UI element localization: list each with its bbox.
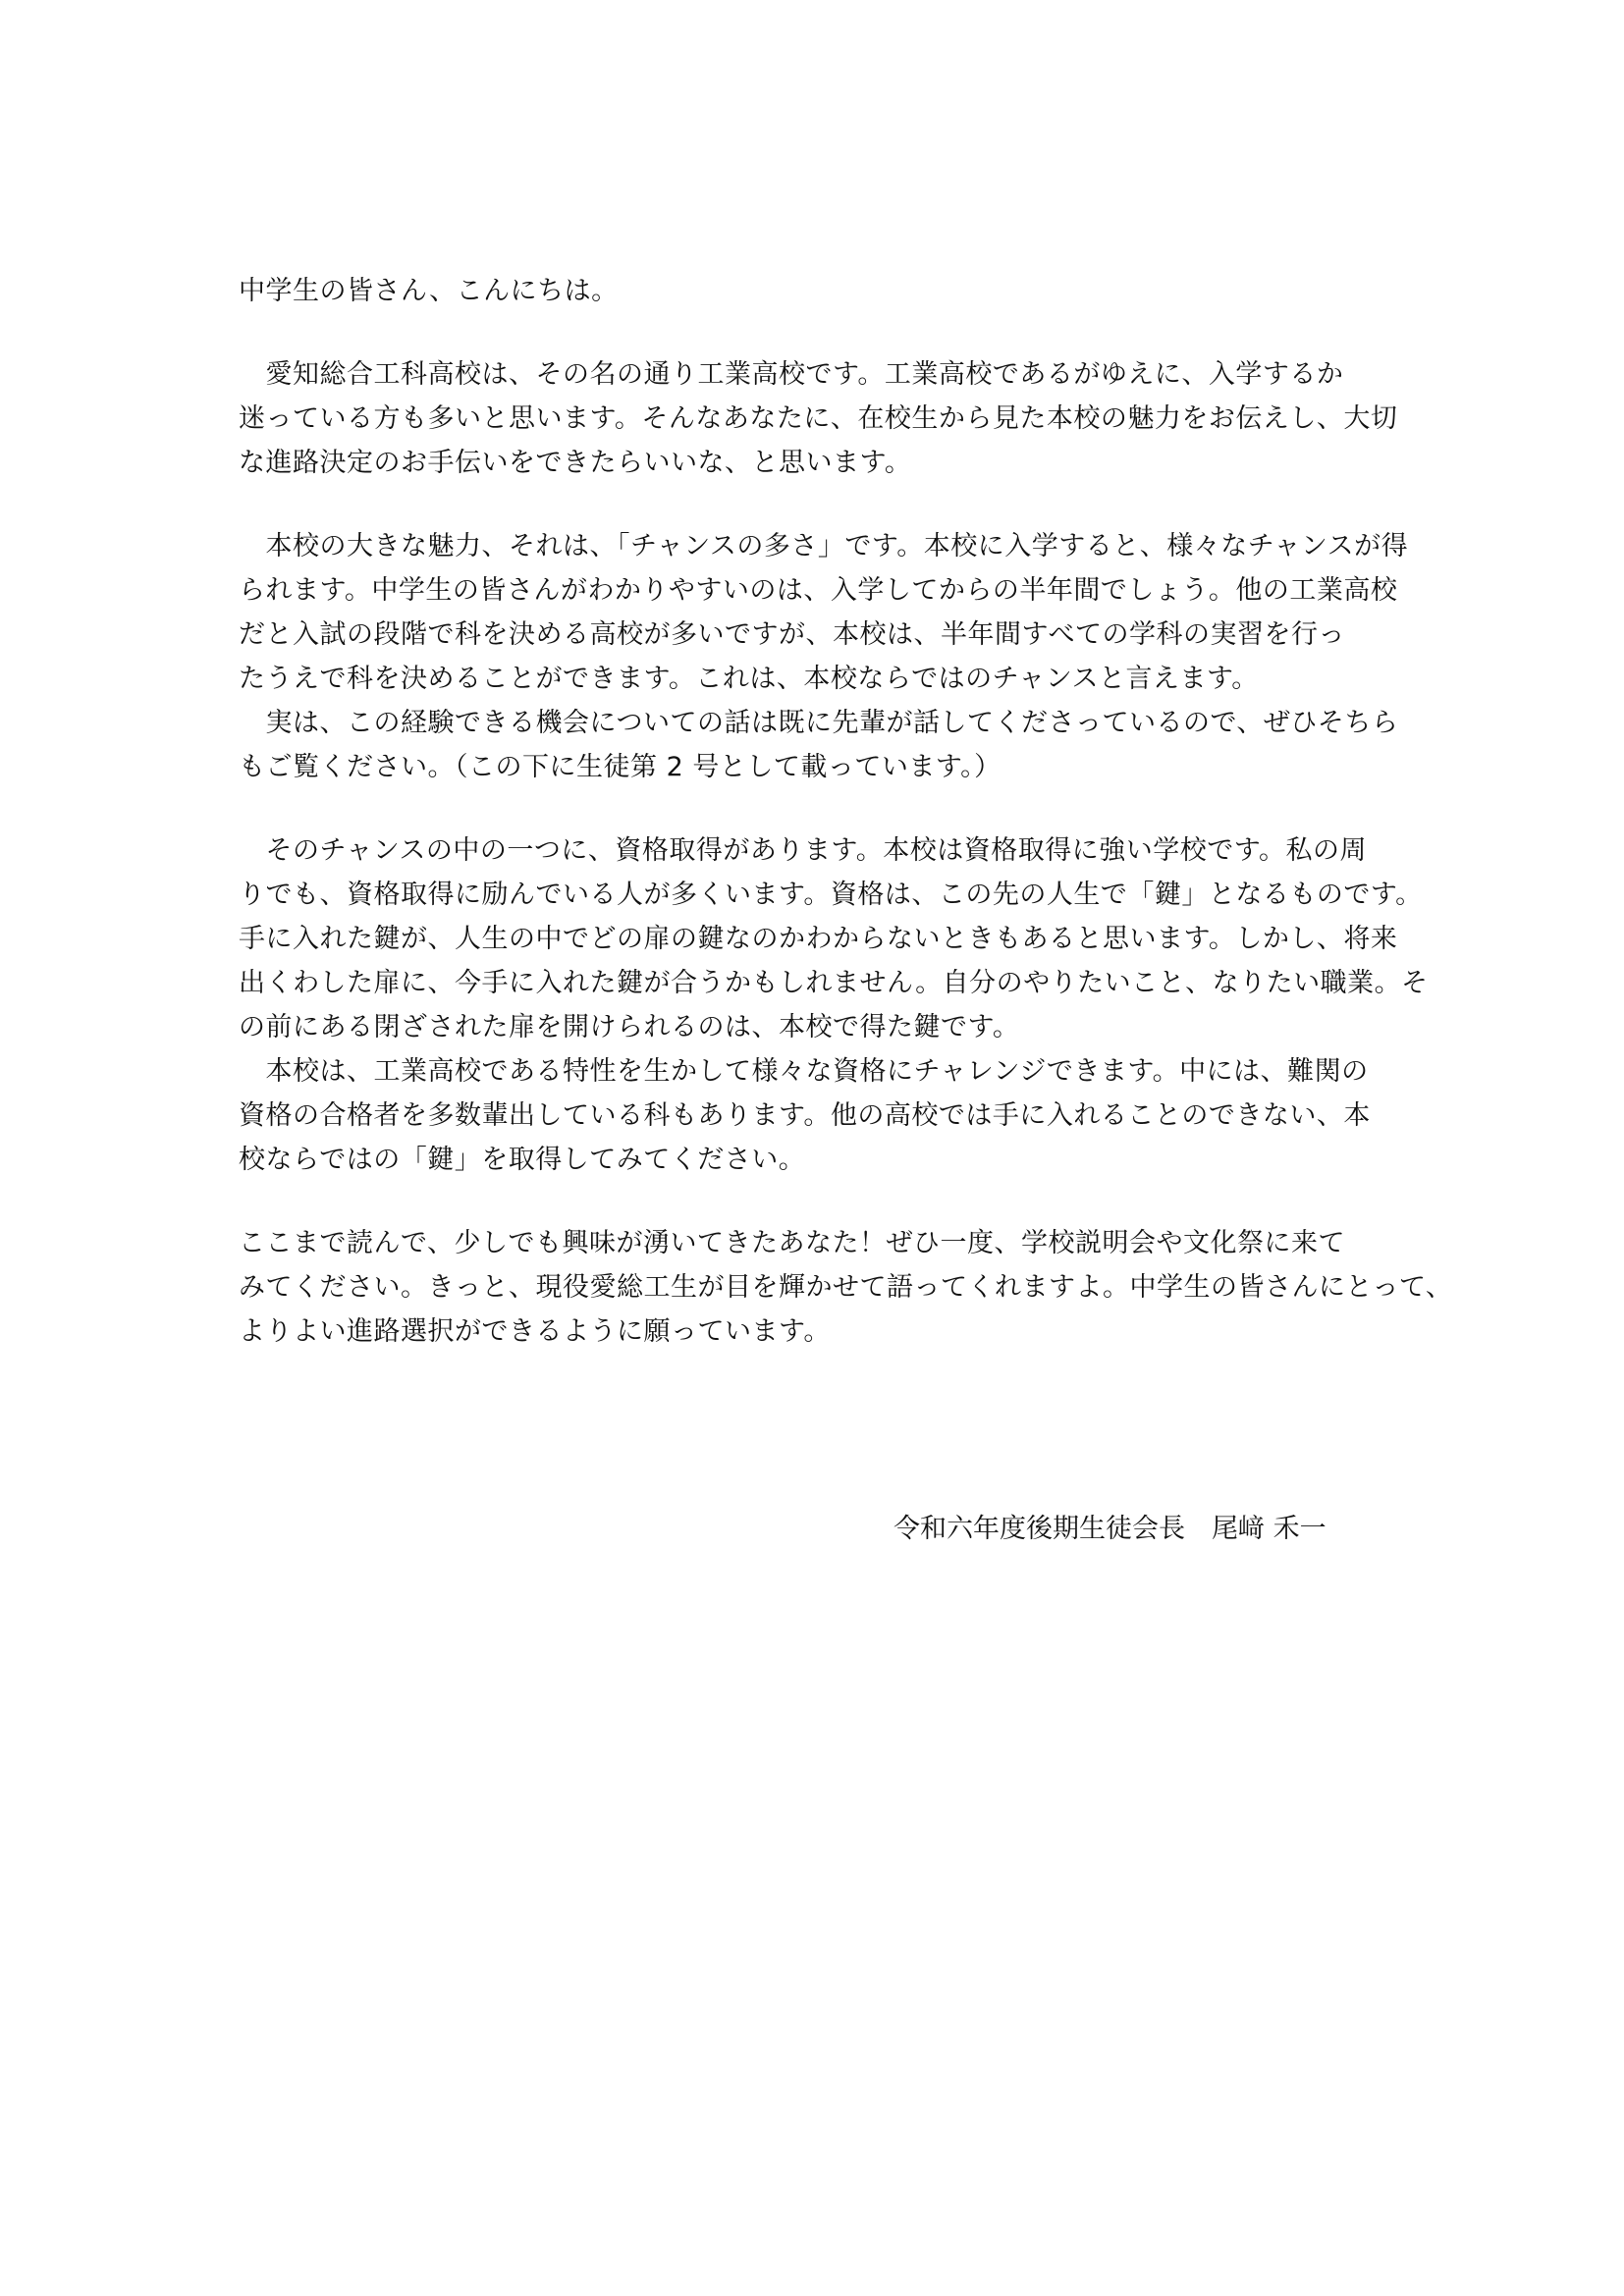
paragraph-gap <box>239 789 1397 828</box>
paragraph-closing <box>239 1221 1453 1354</box>
text-line: りでも、資格取得に励んでいる人が多くいます。資格は、この先の人生で「鍵」となるものです。 <box>239 880 1423 910</box>
text-line: だと入試の段階で科を決める高校が多いですが、本校は、半年間すべての学科の実習を行っ <box>239 619 1345 650</box>
paragraph-chances <box>239 524 1409 789</box>
paragraph-gap <box>239 485 1397 524</box>
text-line: な進路決定のお手伝いをできたらいいな、と思います。 <box>239 448 912 478</box>
text-line: 手に入れた鍵が、人生の中でどの扉の鍵なのかわからないときもあると思います。しかし、将来 <box>239 924 1398 954</box>
text-line: たうえで科を決めることができます。これは、本校ならではのチャンスと言えます。 <box>239 664 1259 694</box>
text-line: 本校は、工業高校である特性を生かして様々な資格にチャレンジできます。中には、難関の <box>239 1056 1369 1087</box>
text-line: 愛知総合工科高校は、その名の通り工業高校です。工業高校であるがゆえに、入学するか <box>239 359 1344 390</box>
text-line: 出くわした扉に、今手に入れた鍵が合うかもしれません。自分のやりたいこと、なりたい職業。そ <box>239 968 1429 998</box>
paragraph-gap <box>239 313 1397 352</box>
text-line: 資格の合格者を多数輩出している科もあります。他の高校では手に入れることのできない、本 <box>239 1100 1371 1131</box>
text-line: られます。中学生の皆さんがわかりやすいのは、入学してからの半年間でしょう。他の工業高校 <box>239 575 1398 606</box>
paragraph-qualifications <box>239 828 1429 1182</box>
text-line: そのチャンスの中の一つに、資格取得があります。本校は資格取得に強い学校です。私の周 <box>239 835 1368 866</box>
paragraph-introduction <box>239 352 1397 485</box>
text-line: 迷っている方も多いと思います。そんなあなたに、在校生から見た本校の魅力をお伝えし、大切 <box>239 403 1398 434</box>
text-line: みてください。きっと、現役愛総工生が目を輝かせて語ってくれますよ。中学生の皆さんにとって、 <box>239 1272 1453 1303</box>
text-line: 本校の大きな魅力、それは、「チャンスの多さ」です。本校に入学すると、様々なチャンスが得 <box>239 531 1409 561</box>
signature: 令和六年度後期生徒会長 尾﨑 禾一 <box>893 1514 1326 1544</box>
text-line: の前にある閉ざされた扉を開けられるのは、本校で得た鍵です。 <box>239 1012 1020 1042</box>
text-line: もご覧ください。（この下に生徒第 2 号として載っています。） <box>239 752 1001 782</box>
greeting-line: 中学生の皆さん、こんにちは。 <box>239 276 619 306</box>
text-line: 校ならではの「鍵」を取得してみてください。 <box>239 1145 806 1175</box>
text-line: 実は、この経験できる機会についての話は既に先輩が話してくださっているので、ぜひそちら <box>239 708 1399 738</box>
paragraph-gap <box>239 1182 1397 1221</box>
letter-body <box>239 269 1453 1354</box>
text-line: よりよい進路選択ができるように願っています。 <box>239 1316 831 1347</box>
text-line: ここまで読んで、少しでも興味が湧いてきたあなた！ぜひ一度、学校説明会や文化祭に来て <box>239 1228 1345 1258</box>
